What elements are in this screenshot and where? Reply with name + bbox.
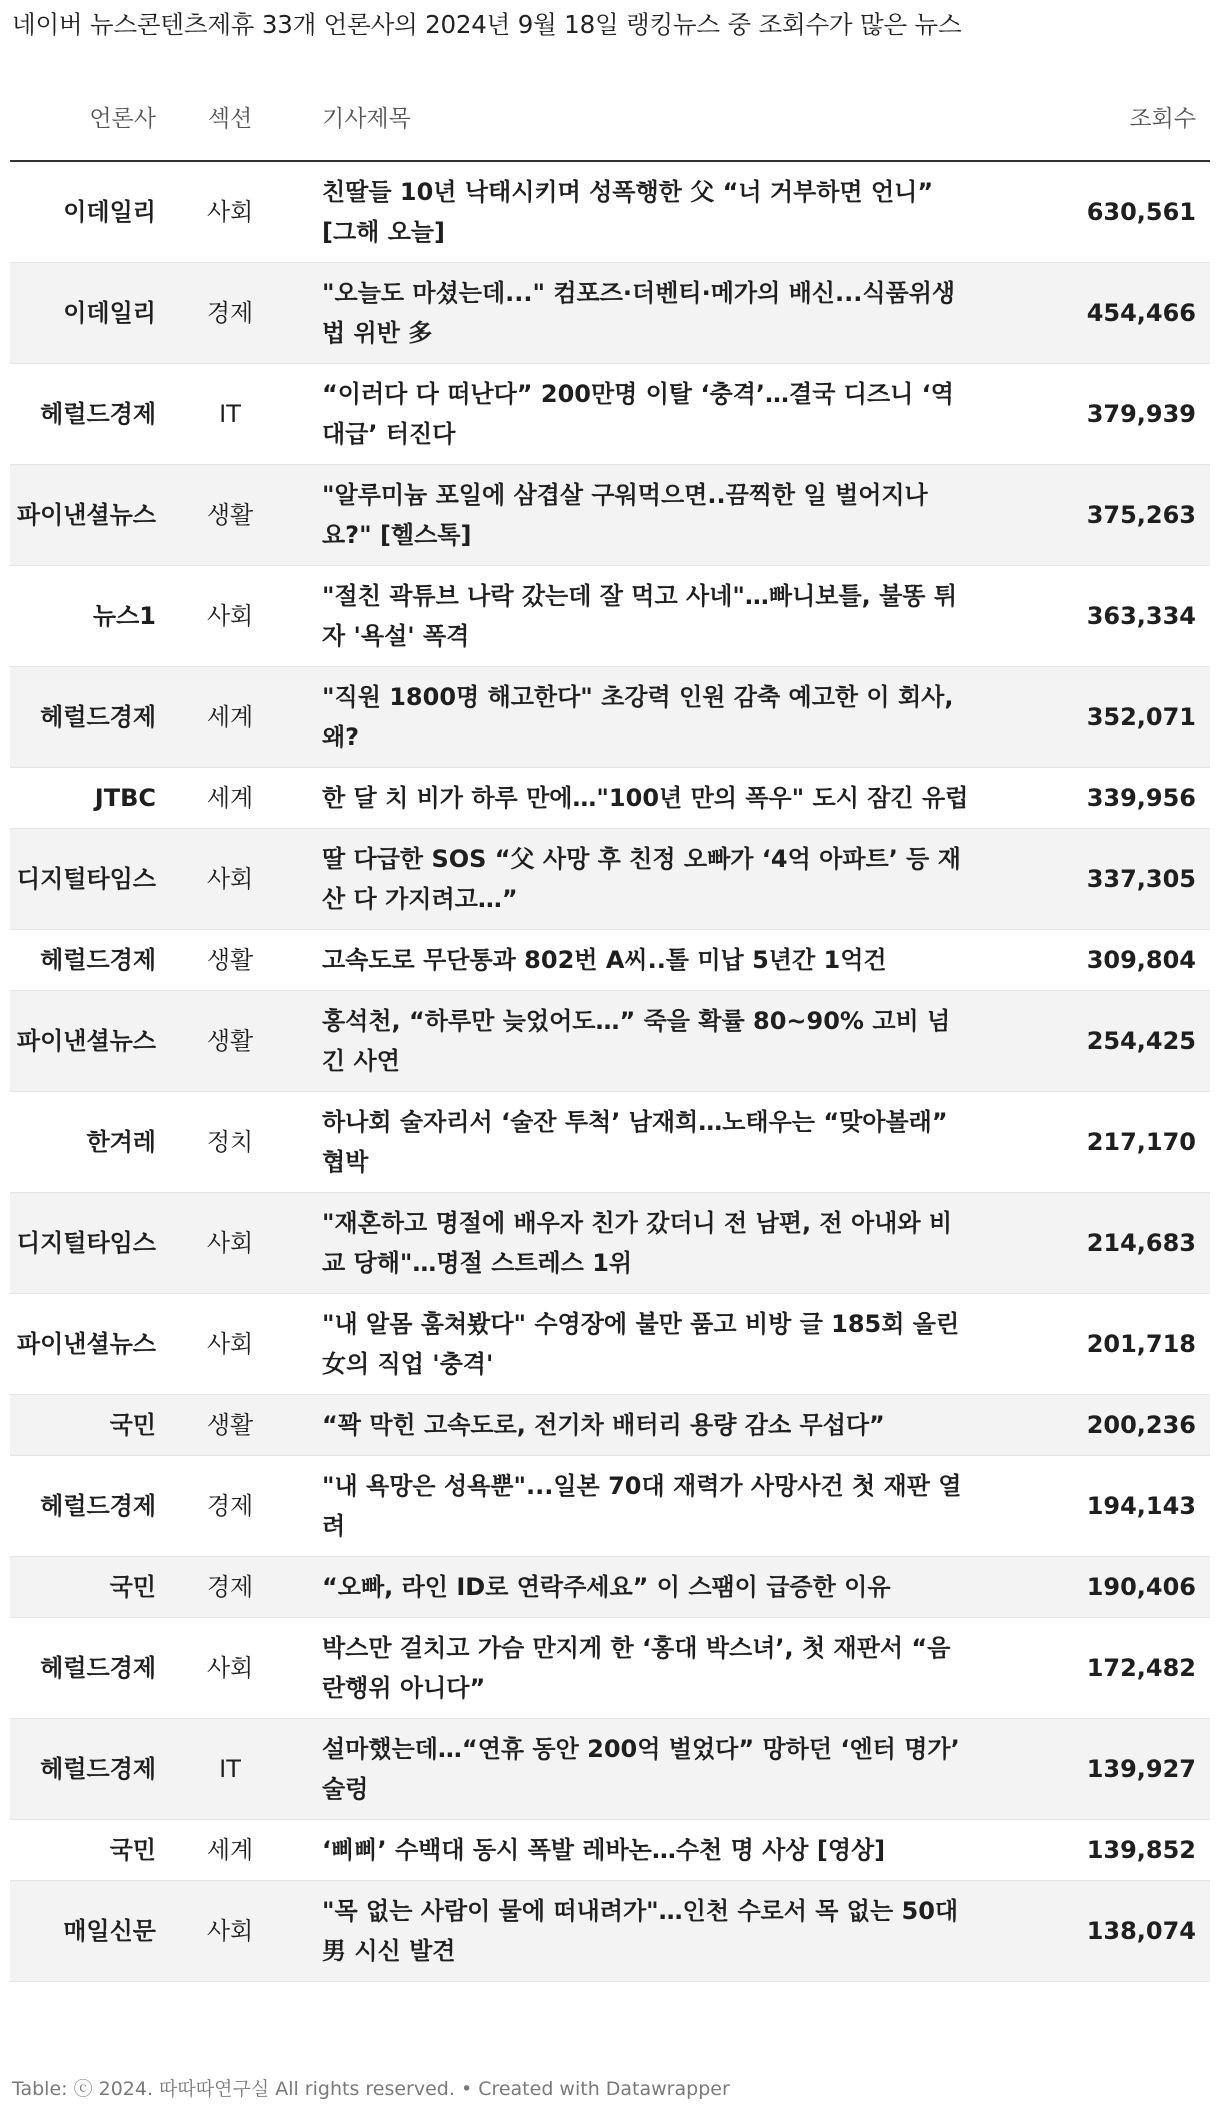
publisher-cell: 국민 — [10, 1820, 170, 1881]
publisher-cell: 파이낸셜뉴스 — [10, 465, 170, 566]
section-cell: 경제 — [170, 1456, 290, 1557]
section-cell: 사회 — [170, 1193, 290, 1294]
table-title: 네이버 뉴스콘텐츠제휴 33개 언론사의 2024년 9월 18일 랭킹뉴스 중 조회수가 많은 뉴스 — [12, 10, 962, 39]
section-cell: 경제 — [170, 1557, 290, 1618]
publisher-cell: 파이낸셜뉴스 — [10, 1294, 170, 1395]
table-row — [10, 1294, 1210, 1395]
publisher-cell: 매일신문 — [10, 1881, 170, 1982]
views-cell: 201,718 — [1000, 1294, 1210, 1395]
section-cell: 세계 — [170, 667, 290, 768]
table-row — [10, 263, 1210, 364]
headline-cell: 하나회 술자리서 ‘술잔 투척’ 남재희…노태우는 “맞아볼래” 협박 — [290, 1092, 1000, 1193]
publisher-cell: 이데일리 — [10, 161, 170, 263]
table-row — [10, 1719, 1210, 1820]
table-row — [10, 364, 1210, 465]
views-cell: 379,939 — [1000, 364, 1210, 465]
section-cell: 사회 — [170, 566, 290, 667]
table-row — [10, 1820, 1210, 1881]
publisher-cell: 헤럴드경제 — [10, 1456, 170, 1557]
table-row — [10, 161, 1210, 263]
publisher-cell: 이데일리 — [10, 263, 170, 364]
section-cell: 생활 — [170, 930, 290, 991]
table-row — [10, 768, 1210, 829]
column-header-views[interactable]: 조회수 — [1000, 84, 1210, 161]
publisher-cell: 헤럴드경제 — [10, 364, 170, 465]
table-row — [10, 1193, 1210, 1294]
table-row — [10, 991, 1210, 1092]
views-cell: 339,956 — [1000, 768, 1210, 829]
section-cell: 사회 — [170, 829, 290, 930]
table-row — [10, 1881, 1210, 1982]
section-cell: 생활 — [170, 991, 290, 1092]
header-row — [10, 84, 1210, 161]
section-cell: 사회 — [170, 1618, 290, 1719]
headline-cell: 한 달 치 비가 하루 만에…"100년 만의 폭우" 도시 잠긴 유럽 — [290, 768, 1000, 829]
table-body — [10, 161, 1210, 1982]
table-row — [10, 1618, 1210, 1719]
views-cell: 214,683 — [1000, 1193, 1210, 1294]
views-cell: 375,263 — [1000, 465, 1210, 566]
headline-cell: “꽉 막힌 고속도로, 전기차 배터리 용량 감소 무섭다” — [290, 1395, 1000, 1456]
publisher-cell: 디지털타임스 — [10, 1193, 170, 1294]
views-cell: 139,927 — [1000, 1719, 1210, 1820]
headline-cell: "알루미늄 포일에 삼겹살 구워먹으면..끔찍한 일 벌어지나요?" [헬스톡] — [290, 465, 1000, 566]
table-row — [10, 829, 1210, 930]
views-cell: 337,305 — [1000, 829, 1210, 930]
views-cell: 172,482 — [1000, 1618, 1210, 1719]
views-cell: 138,074 — [1000, 1881, 1210, 1982]
publisher-cell: 국민 — [10, 1395, 170, 1456]
table-row — [10, 566, 1210, 667]
table-row — [10, 667, 1210, 768]
headline-cell: “이러다 다 떠난다” 200만명 이탈 ‘충격’…결국 디즈니 ‘역대급’ 터진다 — [290, 364, 1000, 465]
column-header-section[interactable]: 섹션 — [170, 84, 290, 161]
headline-cell: 설마했는데…“연휴 동안 200억 벌었다” 망하던 ‘엔터 명가’ 술렁 — [290, 1719, 1000, 1820]
views-cell: 217,170 — [1000, 1092, 1210, 1193]
headline-cell: "오늘도 마셨는데..." 컴포즈·더벤티·메가의 배신...식품위생법 위반 多 — [290, 263, 1000, 364]
table-row — [10, 465, 1210, 566]
table-row — [10, 1092, 1210, 1193]
table-row — [10, 1456, 1210, 1557]
footer-credit: Table: ⓒ 2024. 따따따연구실 All rights reserved. • Created with Datawrapper — [12, 2078, 730, 2100]
views-cell: 363,334 — [1000, 566, 1210, 667]
views-cell: 190,406 — [1000, 1557, 1210, 1618]
section-cell: 세계 — [170, 1820, 290, 1881]
section-cell: 경제 — [170, 263, 290, 364]
headline-cell: "직원 1800명 해고한다" 초강력 인원 감축 예고한 이 회사, 왜? — [290, 667, 1000, 768]
headline-cell: 딸 다급한 SOS “父 사망 후 친정 오빠가 ‘4억 아파트’ 등 재산 다 가지려고…” — [290, 829, 1000, 930]
publisher-cell: 파이낸셜뉴스 — [10, 991, 170, 1092]
views-cell: 630,561 — [1000, 161, 1210, 263]
table-row — [10, 1557, 1210, 1618]
views-cell: 352,071 — [1000, 667, 1210, 768]
section-cell: IT — [170, 1719, 290, 1820]
section-cell: 생활 — [170, 465, 290, 566]
publisher-cell: 헤럴드경제 — [10, 667, 170, 768]
publisher-cell: 헤럴드경제 — [10, 930, 170, 991]
views-cell: 194,143 — [1000, 1456, 1210, 1557]
section-cell: 사회 — [170, 1294, 290, 1395]
table-row — [10, 930, 1210, 991]
publisher-cell: 한겨레 — [10, 1092, 170, 1193]
publisher-cell: 헤럴드경제 — [10, 1719, 170, 1820]
headline-cell: "절친 곽튜브 나락 갔는데 잘 먹고 사네"…빠니보틀, 불똥 튀자 '욕설' 폭격 — [290, 566, 1000, 667]
headline-cell: "내 욕망은 성욕뿐"...일본 70대 재력가 사망사건 첫 재판 열려 — [290, 1456, 1000, 1557]
section-cell: IT — [170, 364, 290, 465]
headline-cell: "목 없는 사람이 물에 떠내려가"…인천 수로서 목 없는 50대 男 시신 발견 — [290, 1881, 1000, 1982]
views-cell: 254,425 — [1000, 991, 1210, 1092]
publisher-cell: 국민 — [10, 1557, 170, 1618]
views-cell: 309,804 — [1000, 930, 1210, 991]
column-header-headline[interactable]: 기사제목 — [290, 84, 1000, 161]
publisher-cell: 디지털타임스 — [10, 829, 170, 930]
publisher-cell: JTBC — [10, 768, 170, 829]
headline-cell: "재혼하고 명절에 배우자 친가 갔더니 전 남편, 전 아내와 비교 당해"…명절 스트레스 1위 — [290, 1193, 1000, 1294]
section-cell: 정치 — [170, 1092, 290, 1193]
headline-cell: 박스만 걸치고 가슴 만지게 한 ‘홍대 박스녀’, 첫 재판서 “음란행위 아니다” — [290, 1618, 1000, 1719]
section-cell: 세계 — [170, 768, 290, 829]
table-header — [10, 84, 1210, 161]
section-cell: 생활 — [170, 1395, 290, 1456]
table-row — [10, 1395, 1210, 1456]
headline-cell: 고속도로 무단통과 802번 A씨..톨 미납 5년간 1억건 — [290, 930, 1000, 991]
headline-cell: 친딸들 10년 낙태시키며 성폭행한 父 “너 거부하면 언니” [그해 오늘] — [290, 161, 1000, 263]
headline-cell: "내 알몸 훔쳐봤다" 수영장에 불만 품고 비방 글 185회 올린 女의 직업 '충격' — [290, 1294, 1000, 1395]
publisher-cell: 헤럴드경제 — [10, 1618, 170, 1719]
publisher-cell: 뉴스1 — [10, 566, 170, 667]
section-cell: 사회 — [170, 1881, 290, 1982]
headline-cell: ‘삐삐’ 수백대 동시 폭발 레바논…수천 명 사상 [영상] — [290, 1820, 1000, 1881]
news-table — [10, 84, 1210, 1982]
headline-cell: 홍석천, “하루만 늦었어도…” 죽을 확률 80~90% 고비 넘긴 사연 — [290, 991, 1000, 1092]
views-cell: 454,466 — [1000, 263, 1210, 364]
views-cell: 139,852 — [1000, 1820, 1210, 1881]
headline-cell: “오빠, 라인 ID로 연락주세요” 이 스팸이 급증한 이유 — [290, 1557, 1000, 1618]
views-cell: 200,236 — [1000, 1395, 1210, 1456]
section-cell: 사회 — [170, 161, 290, 263]
column-header-publisher[interactable]: 언론사 — [10, 84, 170, 161]
